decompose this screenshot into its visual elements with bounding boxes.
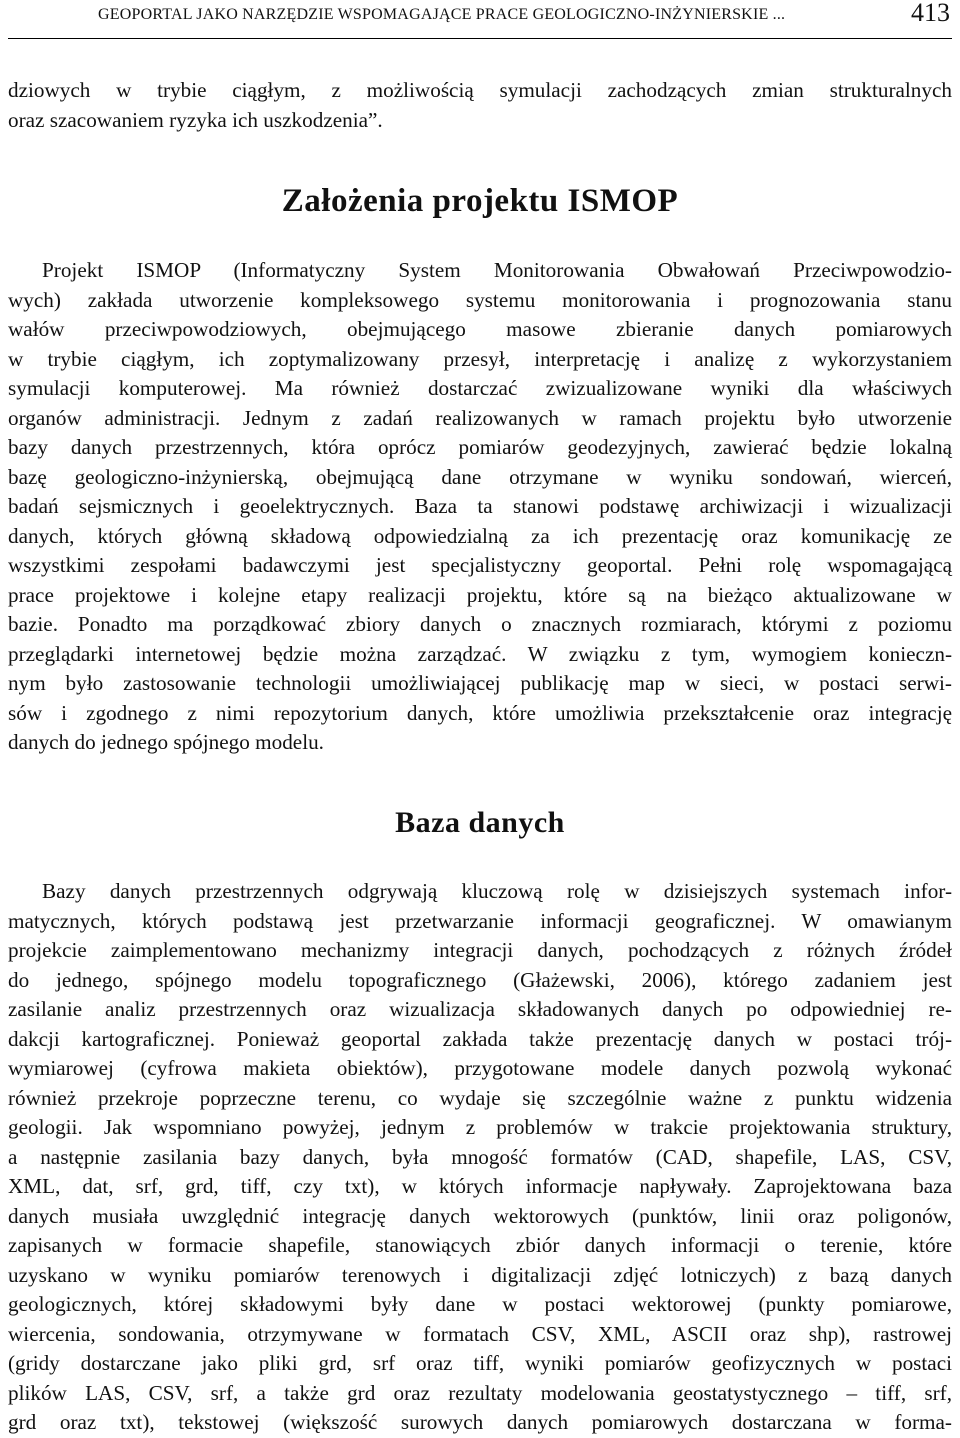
page-number: 413 — [911, 0, 950, 27]
text-line: bazę geologiczno-inżynierską, obejmującą dane otrzymane w wyniku sondowań, wierceń, — [8, 465, 952, 489]
text-line: projekcie zaimplementowano mechanizmy integracji danych, pochodzących z różnych źródeł — [8, 938, 952, 962]
text-line: uzyskano w wyniku pomiarów terenowych i digitalizacji zdjęć lotniczych) z bazą danych — [8, 1263, 952, 1287]
text-line: do jednego, spójnego modelu topograficznego (Głażewski, 2006), którego zadaniem jest — [8, 968, 952, 992]
running-head — [8, 0, 952, 39]
section-heading: Baza danych — [395, 806, 565, 839]
text-line: również przekroje poprzeczne terenu, co wydaje się szczególnie ważne z punktu widzenia — [8, 1086, 952, 1110]
text-line: plików LAS, CSV, srf, a także grd oraz rezultaty modelowania geostatystycznego – tiff, srf, — [8, 1381, 952, 1405]
text-line: symulacji komputerowej. Ma również dostarczać zwizualizowane wyniki dla właściwych — [8, 376, 952, 400]
text-line: matycznych, których podstawą jest przetwarzanie informacji geograficznej. W omawianym — [8, 909, 952, 933]
text-line: danych do jednego spójnego modelu. — [8, 730, 324, 754]
text-line: geologii. Jak wspomniano powyżej, jednym z problemów w trakcie projektowania struktury, — [8, 1115, 952, 1139]
text-line: danych, których główną składową odpowiedzialną za ich prezentację oraz komunikację ze — [8, 524, 952, 548]
text-line: przeglądarki internetowej będzie można zarządzać. W związku z tym, wymogiem konieczn- — [8, 642, 952, 666]
text-line: sów i zgodnego z nimi repozytorium danych, które umożliwia przekształcenie oraz integrację — [8, 701, 952, 725]
text-line: (gridy dostarczane jako pliki grd, srf oraz tiff, wyniki pomiarów geofizycznych w postaci — [8, 1351, 952, 1375]
text-line: dakcji kartograficznej. Ponieważ geoportal zakłada także prezentację danych w postaci trój- — [8, 1027, 952, 1051]
text-line: XML, dat, srf, grd, tiff, czy txt), w których informacje napływały. Zaprojektowana baza — [8, 1174, 952, 1198]
text-line: w trybie ciągłym, ich zoptymalizowany przesył, interpretację i analizę z wykorzystaniem — [8, 347, 952, 371]
text-line: bazie. Ponadto ma porządkować zbiory danych o znacznych rozmiarach, którymi z poziomu — [8, 612, 952, 636]
text-line: danych musiała uwzględnić integrację danych wektorowych (punktów, linii oraz poligonów, — [8, 1204, 952, 1228]
text-line: wałów przeciwpowodziowych, obejmującego masowe zbieranie danych pomiarowych — [8, 317, 952, 341]
text-line: a następnie zasilania bazy danych, była mnogość formatów (CAD, shapefile, LAS, CSV, — [8, 1145, 952, 1169]
text-line: Projekt ISMOP (Informatyczny System Monitorowania Obwałowań Przeciwpowodzio- — [42, 258, 952, 282]
text-line: zasilanie analiz przestrzennych oraz wizualizacja składowanych danych po odpowiedniej re- — [8, 997, 952, 1021]
text-line: organów administracji. Jednym z zadań realizowanych w ramach projektu było utworzenie — [8, 406, 952, 430]
text-line: wych) zakłada utworzenie kompleksowego systemu monitorowania i prognozowania stanu — [8, 288, 952, 312]
text-line: Bazy danych przestrzennych odgrywają kluczową rolę w dzisiejszych systemach infor- — [42, 879, 952, 903]
text-line: geologicznych, której składowymi były dane w postaci wektorowej (punkty pomiarowe, — [8, 1292, 952, 1316]
text-line: bazy danych przestrzennych, która oprócz pomiarów geodezyjnych, zawierać będzie lokalną — [8, 435, 952, 459]
text-line: nym było zastosowanie technologii umożliwiającej publikację map w sieci, w postaci serwi- — [8, 671, 952, 695]
text-line: prace projektowe i kolejne etapy realizacji projektu, które są na bieżąco aktualizowane w — [8, 583, 952, 607]
section-heading: Założenia projektu ISMOP — [281, 183, 679, 219]
text-line: zapisanych w formacie shapefile, stanowiących zbiór danych informacji o terenie, które — [8, 1233, 952, 1257]
text-line: badań sejsmicznych i geoelektrycznych. Baza ta stanowi podstawę archiwizacji i wizualizacji — [8, 494, 952, 518]
text-line: dziowych w trybie ciągłym, z możliwością symulacji zachodzących zmian strukturalnych — [8, 78, 952, 102]
text-line: wszystkimi zespołami badawczymi jest specjalistyczny geoportal. Pełni rolę wspomagającą — [8, 553, 952, 577]
text-line: oraz szacowaniem ryzyka ich uszkodzenia”. — [8, 108, 383, 132]
text-line: wiercenia, sondowania, otrzymywane w formatach CSV, XML, ASCII oraz shp), rastrowej — [8, 1322, 952, 1346]
text-line: grd oraz txt), tekstowej (większość surowych danych pomiarowych dostarczana w forma- — [8, 1410, 952, 1434]
running-title: GEOPORTAL JAKO NARZĘDZIE WSPOMAGAJĄCE PRACE GEOLOGICZNO-INŻYNIERSKIE ... — [98, 6, 786, 23]
text-line: wymiarowej (cyfrowa makieta obiektów), przygotowane modele danych pozwolą wykonać — [8, 1056, 952, 1080]
